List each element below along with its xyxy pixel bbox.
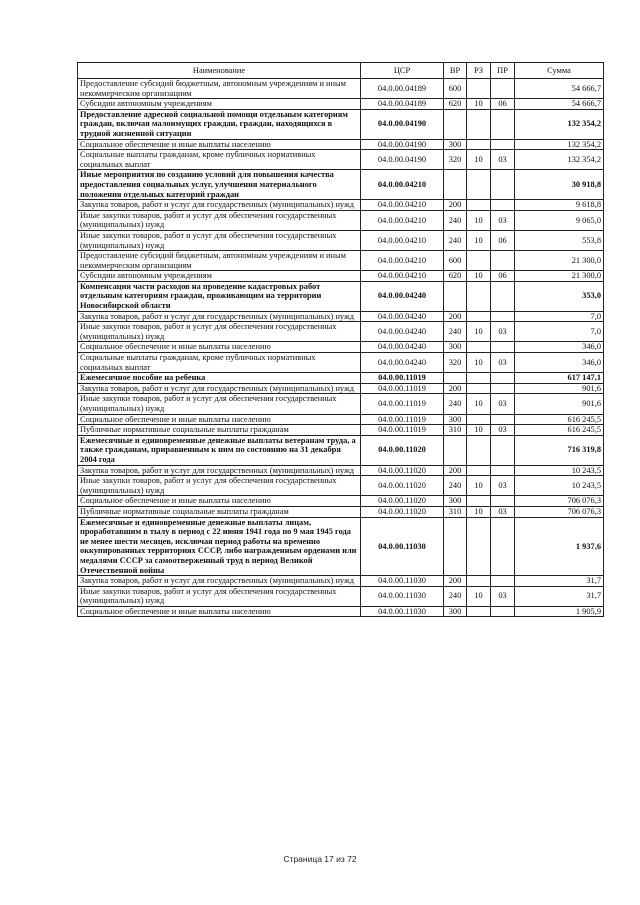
row-name-cell: Ежемесячные и единовременные денежные выплаты лицам, проработавшим в тылу в период с 22 июня 1941 года по 9 мая 1945 года не менее шести месяцев, исключая период работы на временно оккупированных территориях СССР, либо награжденным орденами или медалями СССР за самоотверженный труд в период Великой Отечественной войны: [78, 517, 361, 576]
row-name-cell: Иные закупки товаров, работ и услуг для обеспечения государственных (муниципальных) нужд: [78, 322, 361, 342]
row-name-cell: Закупка товаров, работ и услуг для государственных (муниципальных) нужд: [78, 200, 361, 211]
row-pr-cell: 03: [491, 476, 515, 496]
row-pr-cell: 06: [491, 230, 515, 250]
row-csr-cell: 04.0.00.04210: [361, 210, 444, 230]
row-pr-cell: [491, 170, 515, 200]
table-row-section: [78, 435, 604, 465]
row-name-cell: Публичные нормативные социальные выплаты гражданам: [78, 506, 361, 517]
row-csr-cell: 04.0.00.11030: [361, 517, 444, 576]
row-name-cell: Предоставление субсидий бюджетным, автономным учреждениям и иным некоммерческим организациям: [78, 79, 361, 99]
row-sum-cell: 132 354,2: [515, 109, 604, 139]
row-pr-cell: [491, 517, 515, 576]
table-body: [78, 79, 604, 617]
row-name-cell: Социальное обеспечение и иные выплаты населению: [78, 342, 361, 353]
row-rz-cell: [467, 311, 491, 322]
row-csr-cell: 04.0.00.11030: [361, 576, 444, 587]
row-sum-cell: 617 147,1: [515, 373, 604, 384]
row-sum-cell: 54 666,7: [515, 79, 604, 99]
header-csr: ЦСР: [361, 63, 444, 79]
row-sum-cell: 616 245,5: [515, 425, 604, 436]
row-vr-cell: [444, 435, 467, 465]
row-csr-cell: 04.0.00.11030: [361, 606, 444, 617]
row-pr-cell: [491, 251, 515, 271]
row-pr-cell: 03: [491, 322, 515, 342]
row-vr-cell: 300: [444, 496, 467, 507]
table-row: [78, 576, 604, 587]
row-pr-cell: [491, 606, 515, 617]
row-rz-cell: [467, 79, 491, 99]
row-csr-cell: 04.0.00.11019: [361, 394, 444, 414]
row-name-cell: Закупка товаров, работ и услуг для государственных (муниципальных) нужд: [78, 465, 361, 476]
table-row: [78, 394, 604, 414]
table-row-section: [78, 281, 604, 311]
row-csr-cell: 04.0.00.04210: [361, 271, 444, 282]
table-row: [78, 496, 604, 507]
row-rz-cell: [467, 517, 491, 576]
row-vr-cell: 240: [444, 210, 467, 230]
row-sum-cell: 9 618,8: [515, 200, 604, 211]
row-name-cell: Социальное обеспечение и иные выплаты населению: [78, 496, 361, 507]
row-sum-cell: 616 245,5: [515, 414, 604, 425]
row-pr-cell: 03: [491, 425, 515, 436]
table-row: [78, 210, 604, 230]
row-csr-cell: 04.0.00.11019: [361, 373, 444, 384]
table-row-section: [78, 170, 604, 200]
row-sum-cell: 7,0: [515, 322, 604, 342]
row-rz-cell: [467, 281, 491, 311]
row-vr-cell: 310: [444, 425, 467, 436]
row-pr-cell: [491, 311, 515, 322]
row-rz-cell: [467, 109, 491, 139]
row-pr-cell: [491, 414, 515, 425]
row-vr-cell: 320: [444, 353, 467, 373]
row-name-cell: Закупка товаров, работ и услуг для государственных (муниципальных) нужд: [78, 311, 361, 322]
row-sum-cell: 132 354,2: [515, 150, 604, 170]
row-csr-cell: 04.0.00.11020: [361, 496, 444, 507]
row-pr-cell: [491, 496, 515, 507]
page-footer: Страница 17 из 72: [283, 854, 357, 864]
row-rz-cell: 10: [467, 394, 491, 414]
row-pr-cell: [491, 139, 515, 150]
row-rz-cell: [467, 435, 491, 465]
table-row-section: [78, 517, 604, 576]
header-name: Наименование: [78, 63, 361, 79]
row-pr-cell: [491, 79, 515, 99]
row-name-cell: Социальное обеспечение и иные выплаты населению: [78, 414, 361, 425]
table-row: [78, 353, 604, 373]
row-sum-cell: 1 937,6: [515, 517, 604, 576]
row-vr-cell: 300: [444, 414, 467, 425]
row-vr-cell: [444, 170, 467, 200]
row-rz-cell: [467, 170, 491, 200]
row-rz-cell: 10: [467, 99, 491, 110]
row-rz-cell: [467, 251, 491, 271]
row-name-cell: Ежемесячное пособие на ребенка: [78, 373, 361, 384]
row-csr-cell: 04.0.00.04210: [361, 200, 444, 211]
row-csr-cell: 04.0.00.04240: [361, 322, 444, 342]
row-rz-cell: [467, 373, 491, 384]
table-row: [78, 586, 604, 606]
row-sum-cell: 7,0: [515, 311, 604, 322]
row-pr-cell: 03: [491, 586, 515, 606]
row-pr-cell: [491, 281, 515, 311]
row-sum-cell: 21 300,0: [515, 271, 604, 282]
row-csr-cell: 04.0.00.04189: [361, 99, 444, 110]
row-vr-cell: 620: [444, 271, 467, 282]
row-pr-cell: [491, 465, 515, 476]
row-vr-cell: 240: [444, 322, 467, 342]
row-vr-cell: [444, 109, 467, 139]
row-csr-cell: 04.0.00.11019: [361, 383, 444, 394]
row-csr-cell: 04.0.00.04240: [361, 311, 444, 322]
row-name-cell: Иные закупки товаров, работ и услуг для обеспечения государственных (муниципальных) нужд: [78, 210, 361, 230]
row-pr-cell: [491, 383, 515, 394]
row-name-cell: Предоставление адресной социальной помощи отдельным категориям граждан, включая малоимущих граждан, граждан, находящихся в трудной жизненной ситуации: [78, 109, 361, 139]
row-name-cell: Социальное обеспечение и иные выплаты населению: [78, 139, 361, 150]
row-rz-cell: 10: [467, 476, 491, 496]
row-vr-cell: 620: [444, 99, 467, 110]
row-csr-cell: 04.0.00.11019: [361, 414, 444, 425]
row-vr-cell: 600: [444, 79, 467, 99]
table-row: [78, 506, 604, 517]
row-rz-cell: [467, 200, 491, 211]
table-row: [78, 383, 604, 394]
row-rz-cell: [467, 414, 491, 425]
row-name-cell: Иные закупки товаров, работ и услуг для обеспечения государственных (муниципальных) нужд: [78, 230, 361, 250]
table-row: [78, 476, 604, 496]
row-csr-cell: 04.0.00.04210: [361, 170, 444, 200]
row-sum-cell: 10 243,5: [515, 465, 604, 476]
row-name-cell: Компенсация части расходов на проведение кадастровых работ отдельным категориям граждан, проживающим на территории Новосибирской области: [78, 281, 361, 311]
row-rz-cell: 10: [467, 506, 491, 517]
row-sum-cell: 901,6: [515, 394, 604, 414]
row-pr-cell: 06: [491, 271, 515, 282]
row-rz-cell: 10: [467, 150, 491, 170]
table-row-section: [78, 109, 604, 139]
document-page: [77, 62, 603, 617]
row-pr-cell: 03: [491, 506, 515, 517]
table-row: [78, 139, 604, 150]
row-name-cell: Социальное обеспечение и иные выплаты населению: [78, 606, 361, 617]
row-csr-cell: 04.0.00.04190: [361, 139, 444, 150]
row-sum-cell: 716 319,8: [515, 435, 604, 465]
row-csr-cell: 04.0.00.04240: [361, 353, 444, 373]
row-sum-cell: 31,7: [515, 586, 604, 606]
header-pr: ПР: [491, 63, 515, 79]
header-vr: ВР: [444, 63, 467, 79]
row-name-cell: Субсидии автономным учреждениям: [78, 271, 361, 282]
row-pr-cell: 03: [491, 394, 515, 414]
row-sum-cell: 901,6: [515, 383, 604, 394]
row-csr-cell: 04.0.00.04240: [361, 281, 444, 311]
row-rz-cell: [467, 496, 491, 507]
row-pr-cell: [491, 373, 515, 384]
row-csr-cell: 04.0.00.04240: [361, 342, 444, 353]
header-rz: РЗ: [467, 63, 491, 79]
row-csr-cell: 04.0.00.04189: [361, 79, 444, 99]
table-row: [78, 150, 604, 170]
header-sum: Сумма: [515, 63, 604, 79]
row-vr-cell: 240: [444, 230, 467, 250]
row-sum-cell: 346,0: [515, 342, 604, 353]
row-sum-cell: 353,0: [515, 281, 604, 311]
table-row-section: [78, 373, 604, 384]
row-sum-cell: 30 918,8: [515, 170, 604, 200]
row-csr-cell: 04.0.00.11030: [361, 586, 444, 606]
row-vr-cell: 300: [444, 606, 467, 617]
row-rz-cell: [467, 383, 491, 394]
row-name-cell: Иные закупки товаров, работ и услуг для обеспечения государственных (муниципальных) нужд: [78, 476, 361, 496]
row-sum-cell: 10 243,5: [515, 476, 604, 496]
row-vr-cell: 300: [444, 342, 467, 353]
row-sum-cell: 132 354,2: [515, 139, 604, 150]
row-csr-cell: 04.0.00.11020: [361, 465, 444, 476]
table-header-row: [78, 63, 604, 79]
row-name-cell: Закупка товаров, работ и услуг для государственных (муниципальных) нужд: [78, 576, 361, 587]
table-row: [78, 230, 604, 250]
row-sum-cell: 54 666,7: [515, 99, 604, 110]
row-pr-cell: [491, 576, 515, 587]
row-rz-cell: [467, 576, 491, 587]
row-vr-cell: 240: [444, 586, 467, 606]
row-csr-cell: 04.0.00.04190: [361, 150, 444, 170]
row-rz-cell: [467, 465, 491, 476]
row-sum-cell: 706 076,3: [515, 506, 604, 517]
row-vr-cell: 200: [444, 465, 467, 476]
table-row: [78, 606, 604, 617]
row-rz-cell: [467, 606, 491, 617]
row-rz-cell: 10: [467, 353, 491, 373]
table-row: [78, 79, 604, 99]
row-sum-cell: 346,0: [515, 353, 604, 373]
row-sum-cell: 31,7: [515, 576, 604, 587]
table-row: [78, 414, 604, 425]
row-csr-cell: 04.0.00.04210: [361, 251, 444, 271]
row-name-cell: Закупка товаров, работ и услуг для государственных (муниципальных) нужд: [78, 383, 361, 394]
row-name-cell: Предоставление субсидий бюджетным, автономным учреждениям и иным некоммерческим организациям: [78, 251, 361, 271]
row-name-cell: Социальные выплаты гражданам, кроме публичных нормативных социальных выплат: [78, 150, 361, 170]
row-rz-cell: 10: [467, 271, 491, 282]
row-vr-cell: [444, 517, 467, 576]
row-vr-cell: 300: [444, 139, 467, 150]
row-name-cell: Публичные нормативные социальные выплаты гражданам: [78, 425, 361, 436]
table-row: [78, 322, 604, 342]
row-vr-cell: 320: [444, 150, 467, 170]
row-csr-cell: 04.0.00.11020: [361, 506, 444, 517]
row-vr-cell: 600: [444, 251, 467, 271]
row-sum-cell: 9 065,0: [515, 210, 604, 230]
table-row: [78, 200, 604, 211]
row-rz-cell: 10: [467, 210, 491, 230]
table-row: [78, 342, 604, 353]
table-row: [78, 425, 604, 436]
row-sum-cell: 706 076,3: [515, 496, 604, 507]
row-rz-cell: 10: [467, 425, 491, 436]
row-rz-cell: [467, 139, 491, 150]
table-row: [78, 465, 604, 476]
row-vr-cell: [444, 373, 467, 384]
row-rz-cell: 10: [467, 586, 491, 606]
row-rz-cell: [467, 342, 491, 353]
row-pr-cell: [491, 435, 515, 465]
row-vr-cell: [444, 281, 467, 311]
row-rz-cell: 10: [467, 230, 491, 250]
row-rz-cell: 10: [467, 322, 491, 342]
row-name-cell: Иные мероприятия по созданию условий для повышения качества предоставления социальных услуг, улучшения материального положения отдельных категорий граждан: [78, 170, 361, 200]
row-pr-cell: 03: [491, 353, 515, 373]
table-row: [78, 271, 604, 282]
row-name-cell: Социальные выплаты гражданам, кроме публичных нормативных социальных выплат: [78, 353, 361, 373]
row-csr-cell: 04.0.00.04190: [361, 109, 444, 139]
table-row: [78, 99, 604, 110]
row-name-cell: Иные закупки товаров, работ и услуг для обеспечения государственных (муниципальных) нужд: [78, 586, 361, 606]
row-pr-cell: 03: [491, 210, 515, 230]
row-vr-cell: 200: [444, 311, 467, 322]
row-csr-cell: 04.0.00.11020: [361, 435, 444, 465]
row-sum-cell: 1 905,9: [515, 606, 604, 617]
row-name-cell: Субсидии автономным учреждениям: [78, 99, 361, 110]
row-csr-cell: 04.0.00.11020: [361, 476, 444, 496]
row-vr-cell: 200: [444, 383, 467, 394]
row-csr-cell: 04.0.00.11019: [361, 425, 444, 436]
row-vr-cell: 200: [444, 576, 467, 587]
row-vr-cell: 310: [444, 506, 467, 517]
row-sum-cell: 21 300,0: [515, 251, 604, 271]
row-name-cell: Ежемесячные и единовременные денежные выплаты ветеранам труда, а также гражданам, приравненным к ним по состоянию на 31 декабря 2004 года: [78, 435, 361, 465]
row-pr-cell: 06: [491, 99, 515, 110]
table-row: [78, 251, 604, 271]
row-csr-cell: 04.0.00.04210: [361, 230, 444, 250]
row-vr-cell: 240: [444, 394, 467, 414]
row-vr-cell: 200: [444, 200, 467, 211]
row-pr-cell: [491, 200, 515, 211]
row-name-cell: Иные закупки товаров, работ и услуг для обеспечения государственных (муниципальных) нужд: [78, 394, 361, 414]
table-row: [78, 311, 604, 322]
row-sum-cell: 553,8: [515, 230, 604, 250]
budget-table: [77, 62, 604, 617]
row-pr-cell: [491, 109, 515, 139]
row-vr-cell: 240: [444, 476, 467, 496]
row-pr-cell: 03: [491, 150, 515, 170]
row-pr-cell: [491, 342, 515, 353]
